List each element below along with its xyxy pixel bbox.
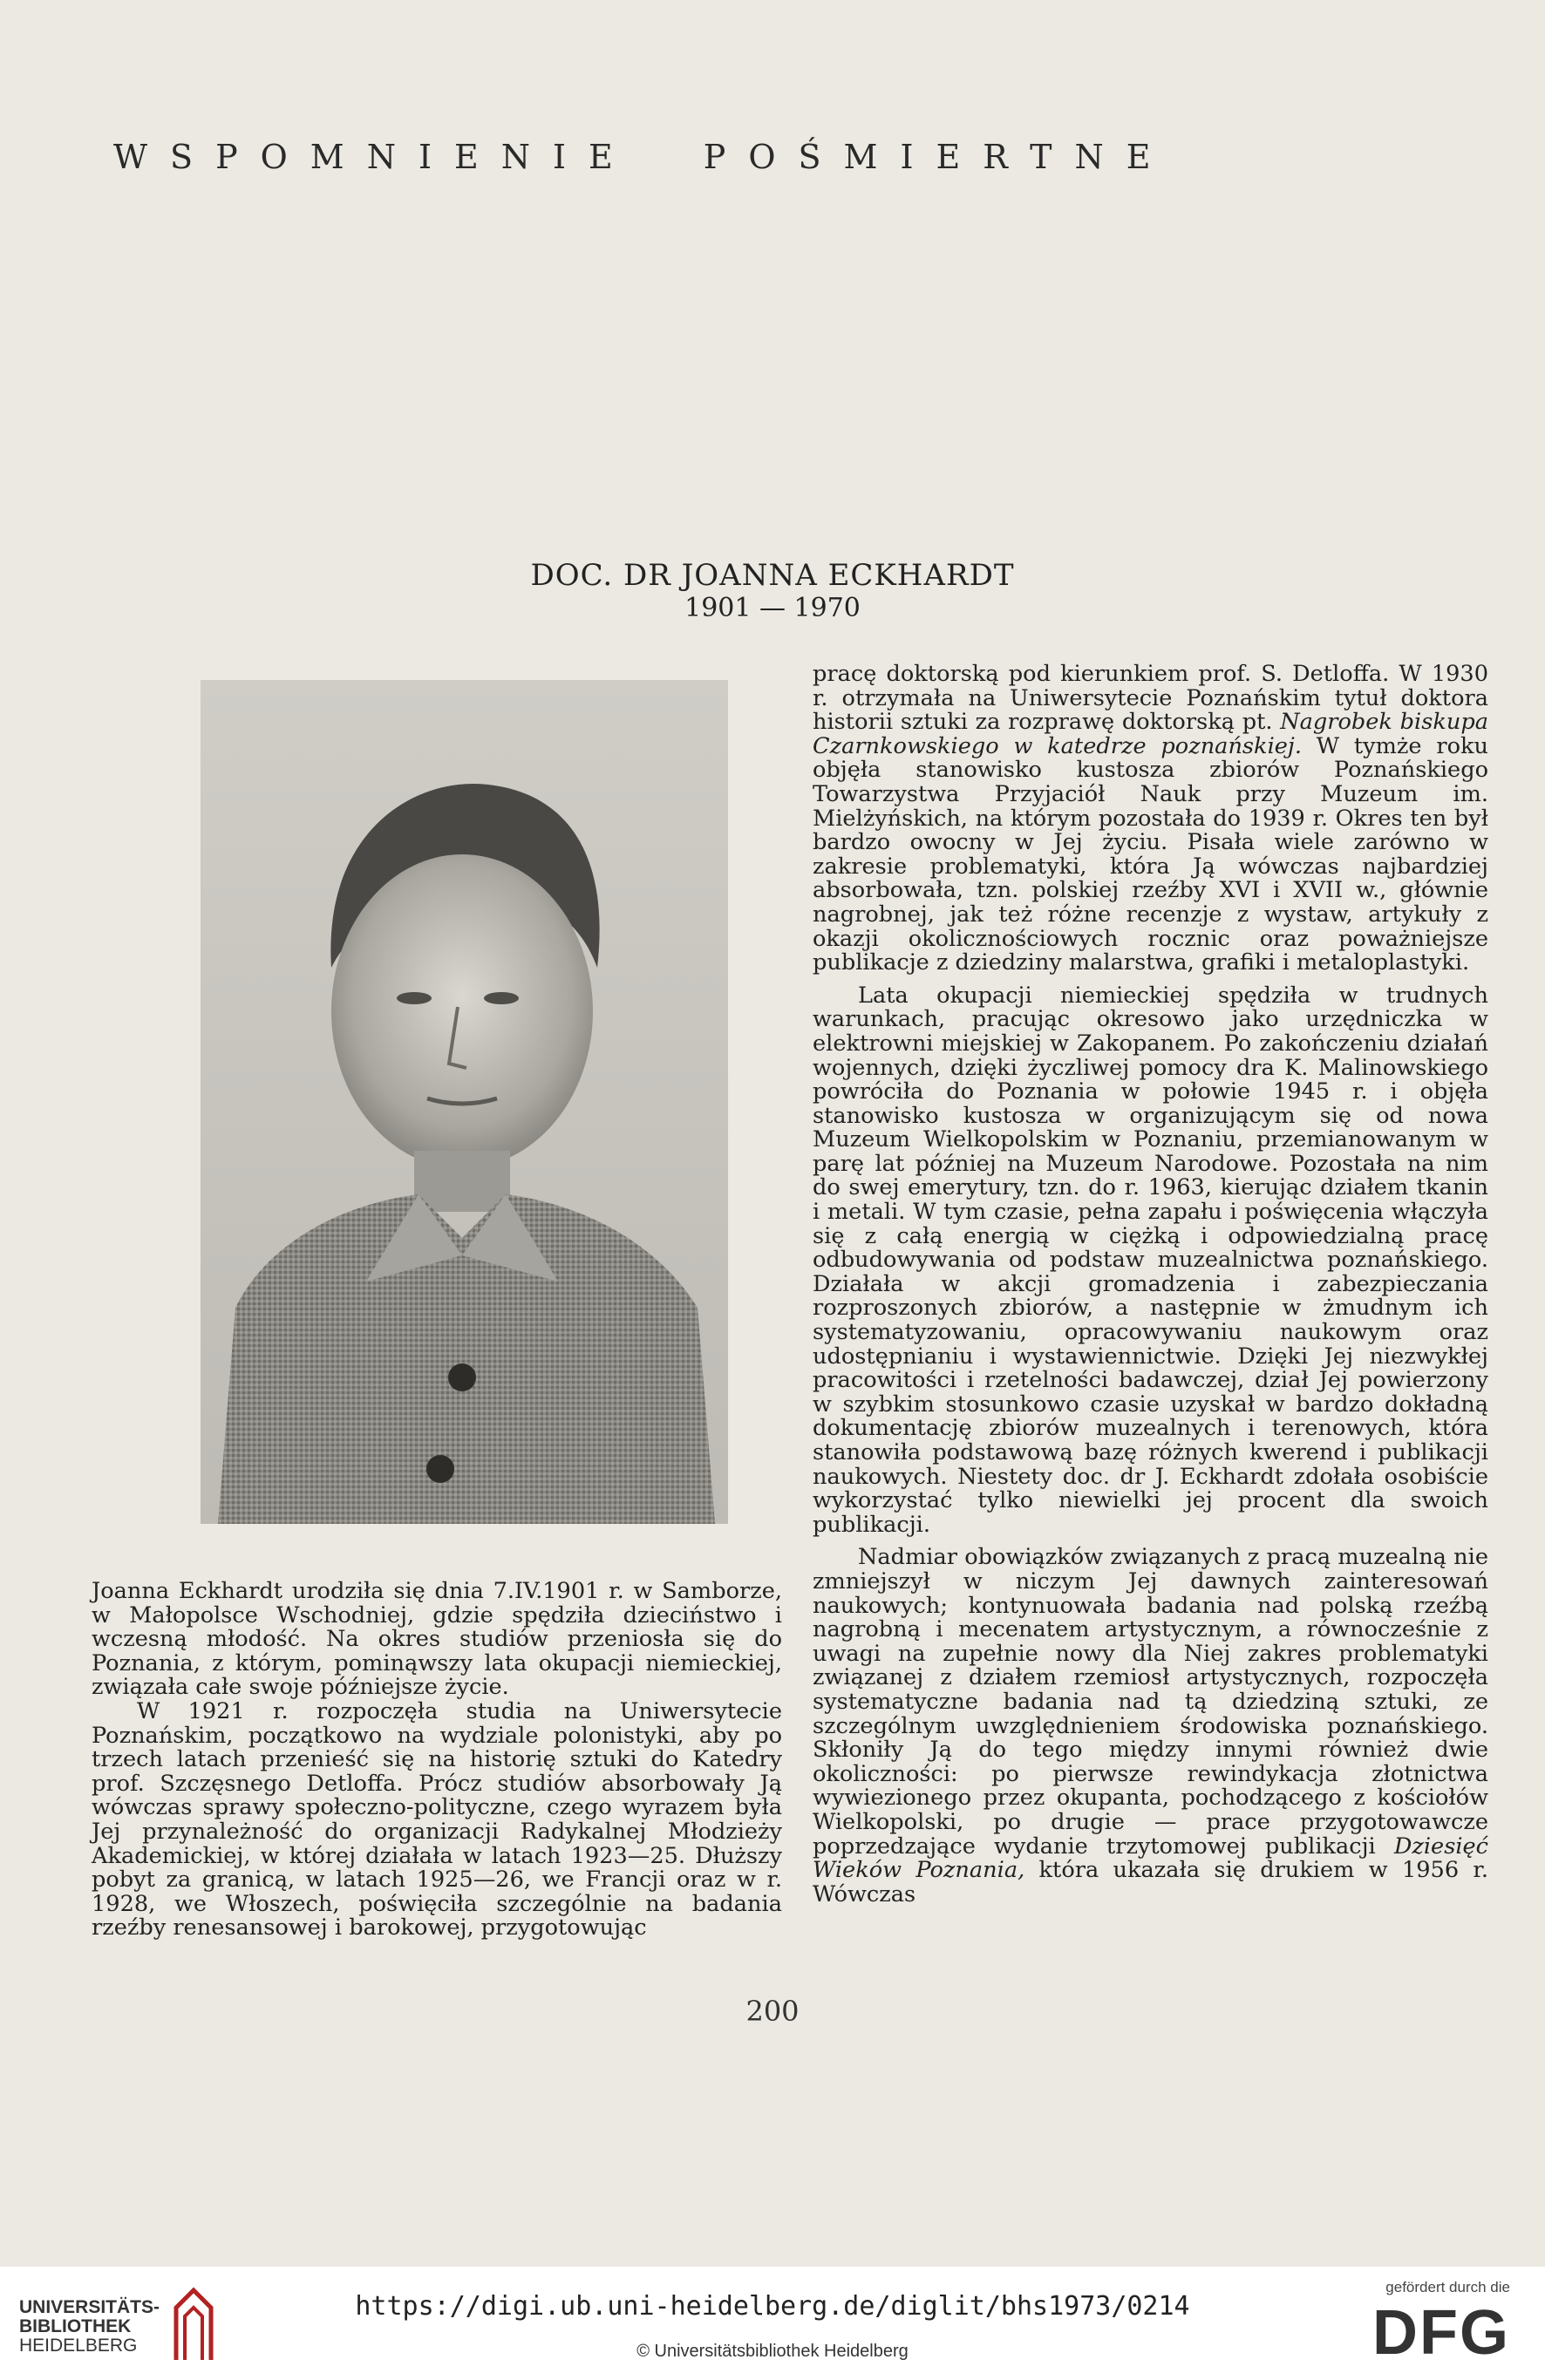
paragraph xyxy=(813,663,1488,976)
paragraph-text: W tymże roku objęła stanowisko kustosza zbiorów Poznańskiego Towarzystwa Przyjaciół Nauk przy Muzeum im. Mielżyńskich, na którym pozostała do 1939 r. Okres ten był bardzo owocny w Jej życiu. Pisała wiele zarówno w zakresie problematyki, która Ją wówczas najbardziej absorbowała, tzn. polskiej rzeźby XVI i XVII w., głównie nagrobnej, jak też różne recenzje z wystaw, artykuły z okazji okolicznościowych rocznic oraz poważniejsze publikacje z dziedziny malarstwa, grafiki i metaloplastyki. xyxy=(813,732,1488,976)
paragraph: Joanna Eckhardt urodziła się dnia 7.IV.1901 r. w Samborze, w Małopolsce Wschodniej, gdzie spędziła dzieciństwo i wczesną młodość. Na okres studiów przeniosła się do Poznania, z którym, pominąwszy lata okupacji niemieckiej, związała całe swoje późniejsze życie. xyxy=(92,1578,782,1701)
copyright-text: © Universitätsbibliothek Heidelberg xyxy=(636,2342,909,2361)
paragraph-text: pracę doktorską pod kierunkiem prof. S. Detloffa. W 1930 r. otrzymała na Uniwersytecie Poznańskim tytuł doktora historii sztuki za rozprawę doktorską pt. xyxy=(813,661,1488,736)
footer-bar xyxy=(0,2267,1545,2380)
paragraph: W 1921 r. rozpoczęła studia na Uniwersytecie Poznańskim, początkowo na wydziale polonistyki, aby po trzech latach przenieść się na historię sztuki do Katedry prof. Szczęsnego Detloffa. Prócz studiów absorbowały Ją wówczas sprawy społeczno-polityczne, czego wyrazem była Jej przynależność do organizacji Radykalnej Młodzieży Akademickiej, w której działała w latach 1923—25. Dłuższy pobyt za granicą, w latach 1925—26, we Francji oraz w r. 1928, we Włoszech, poświęciła szczególnie na badania rzeźby renesansowej i barokowej, przygotowując xyxy=(92,1697,782,1941)
work-title: Dziesięć Wieków Poznania, xyxy=(813,1833,1488,1884)
left-column xyxy=(92,1580,782,1941)
portrait-photo xyxy=(201,680,728,1524)
paragraph: Lata okupacji niemieckiej spędziła w trudnych warunkach, pracując okresowo jako urzędniczka w elektrowni miejskiej w Zakopanem. Po zakończeniu działań wojennych, dzięki życzliwej pomocy dra K. Malinowskiego powróciła do Poznania w połowie 1945 r. i objęła stanowisko kustosza w organizującym się od nowa Muzeum Wielkopolskim w Poznaniu, przemianowanym w parę lat później na Muzeum Narodowe. Pozostała na nim do swej emerytury, tzn. do r. 1963, kierując działem tkanin i metali. W tym czasie, pełna zapału i poświęcenia włączyła się z całą energią w ciężką i odpowiedzialną pracę odbudowywania od podstaw muzealnictwa poznańskiego. Działała w akcji gromadzenia i zabezpieczania rozproszonych zbiorów, a następnie w żmudnym ich systematyzowaniu, opracowywaniu naukowym oraz udostępnianiu i wystawiennictwie. Dzięki Jej niezwykłej pracowitości i rzetelności badawczej, dział Jej powierzony w szybkim stosunkowo czasie uzyskał w bardzo dokładną dokumentację zbiorów muzealnych i terenowych, która stanowiła podstawową bazę różnych kwerend i publikacji naukowych. Niestety doc. dr J. Eckhardt zdołała osobiście wykorzystać tylko niewielki jej procent dla swoich publikacji. xyxy=(813,982,1488,1538)
paragraph xyxy=(813,1546,1488,1907)
library-line: HEIDELBERG xyxy=(19,2336,138,2356)
paragraph-text: która ukazała się drukiem w 1956 r. Wówczas xyxy=(813,1857,1488,1907)
library-line: BIBLIOTHEK xyxy=(19,2316,132,2336)
page-number: 200 xyxy=(745,1995,800,2028)
document-url[interactable]: https://digi.ub.uni-heidelberg.de/diglit/bhs1973/0214 xyxy=(355,2291,1190,2322)
section-title: WSPOMNIENIE POŚMIERTNE xyxy=(113,138,1174,176)
person-name: DOC. DR JOANNA ECKHARDT xyxy=(530,558,1015,593)
paragraph-text: Nadmiar obowiązków związanych z pracą muzealną nie zmniejszył w niczym Jej dawnych zainteresowań naukowych; kontynuowała badania nad polską rzeźbą nagrobną i mecenatem artystycznym, a równocześnie z uwagi na zupełnie nowy dla Niej zakres problematyki związanej z działem rzemiosł artystycznych, rozpoczęła systematyczne badania nad tą dziedziną sztuki, ze szczególnym uwzględnieniem środowiska poznańskiego. Skłoniły Ją do tego między innymi również dwie okoliczności: po pierwsze rewindykacja złotnictwa wywiezionego przez okupanta, pochodzącego z kościołów Wielkopolski, po drugie — prace przygotowawcze poprzedzające wydanie trzytomowej publikacji xyxy=(813,1544,1488,1860)
work-title: Nagrobek biskupa Czarnkowskiego w katedrze poznańskiej. xyxy=(813,709,1488,759)
person-dates: 1901 — 1970 xyxy=(684,593,861,623)
library-line: UNIVERSITÄTS- xyxy=(19,2297,160,2317)
dfg-logo[interactable]: DFG xyxy=(1372,2298,1510,2368)
right-column xyxy=(813,663,1488,1907)
funding-caption: gefördert durch die xyxy=(1385,2279,1510,2295)
